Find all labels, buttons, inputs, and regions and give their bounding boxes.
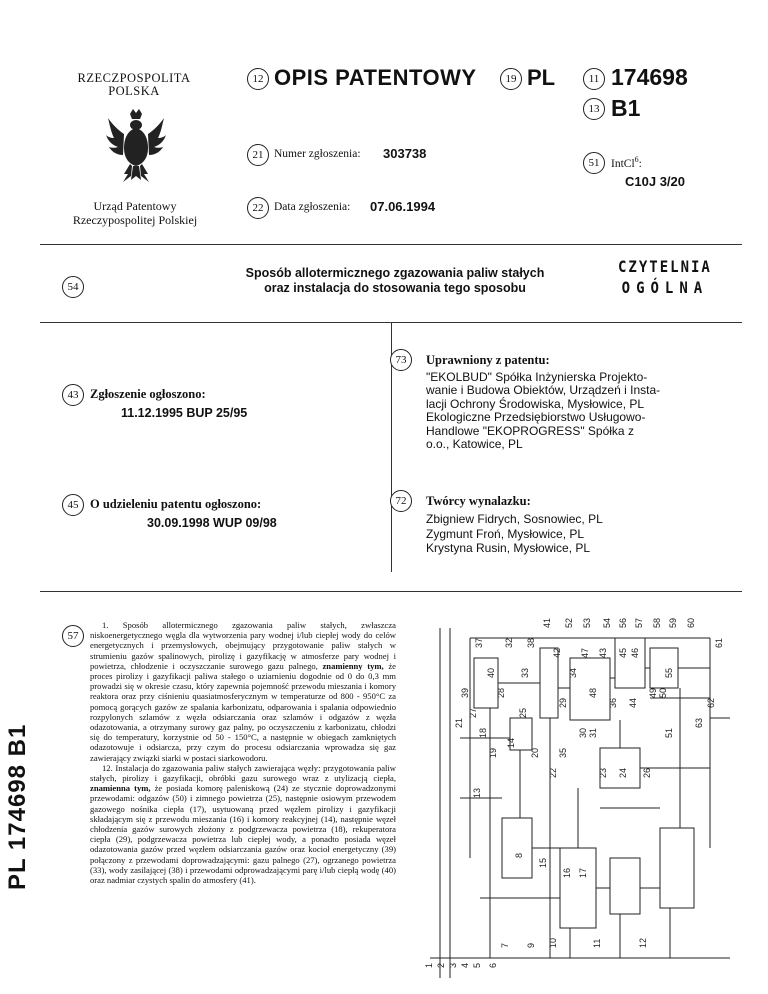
diagram-label: 50 bbox=[658, 687, 668, 698]
title-line-2: oraz instalacja do stosowania tego sposobu bbox=[264, 281, 526, 295]
intcl-colon: : bbox=[638, 157, 642, 170]
diagram-label: 45 bbox=[618, 647, 628, 658]
diagram-label: 53 bbox=[582, 617, 592, 628]
diagram-label: 51 bbox=[664, 727, 674, 738]
diagram-label: 59 bbox=[668, 617, 678, 628]
diagram-label: 19 bbox=[488, 747, 498, 758]
diagram-label: 15 bbox=[538, 857, 548, 868]
diagram-label: 10 bbox=[548, 937, 558, 948]
document-type: OPIS PATENTOWY bbox=[274, 65, 477, 90]
inventors-label: Twórcy wynalazku: bbox=[426, 494, 531, 508]
diagram-label: 22 bbox=[548, 767, 558, 778]
country-line-2: POLSKA bbox=[108, 84, 160, 98]
diagram-label: 14 bbox=[506, 737, 516, 748]
diagram-label: 33 bbox=[520, 667, 530, 678]
diagram-label: 46 bbox=[630, 647, 640, 658]
inventor-item: Krystyna Rusin, Mysłowice, PL bbox=[426, 541, 591, 555]
code-19-circle: 19 bbox=[500, 68, 522, 90]
diagram-label: 52 bbox=[564, 617, 574, 628]
diagram-label: 3 bbox=[448, 962, 458, 968]
diagram-label: 8 bbox=[514, 852, 524, 858]
diagram-number-labels bbox=[424, 618, 724, 968]
country-line-1: RZECZPOSPOLITA bbox=[77, 71, 191, 85]
code-73-circle: 73 bbox=[390, 349, 412, 371]
diagram-label: 6 bbox=[488, 962, 498, 968]
code-22-circle: 22 bbox=[247, 197, 269, 219]
inventor-item: Zygmunt Froń, Mysłowice, PL bbox=[426, 526, 585, 541]
code-11-circle: 11 bbox=[583, 68, 605, 90]
claims-separator bbox=[40, 591, 742, 592]
diagram-label: 43 bbox=[598, 647, 608, 658]
owner-text bbox=[426, 371, 660, 451]
code-13-circle: 13 bbox=[583, 98, 605, 120]
inventors-list bbox=[426, 512, 603, 556]
diagram-label: 25 bbox=[518, 707, 528, 718]
code-43-circle: 43 bbox=[62, 384, 84, 406]
diagram-label: 29 bbox=[558, 697, 568, 708]
diagram-label: 56 bbox=[618, 617, 628, 628]
code-54-circle: 54 bbox=[62, 276, 84, 298]
claim-1: 1. Sposób allotermicznego zgazowania paliw stałych, zwłaszcza niskoenergetycznego węgla dla wytworzenia pary wodnej i/lub ciepłej wody do celów energetycznych i przemysłowych, obejmujący przygotowanie paliw stałych w strumieniu gazów spalinowych, pirolizę i gazyfikację w atmosferze pary wodnej i powietrza, chłodzenie i oczyszczanie surowego gazu palnego, znamienny tym, że proces pirolizy i gazyfikacji paliwa stałego o uziarnieniu dogodnie od 0 do 0,3 mm prowadzi się w okresie czasu, który zapewnia pojemność przewodu mieszania i komory reaktora oraz przy ciśnieniu quasiatmosferycznym w temperaturze od 800 - 950°C za pomocą gorących gazów ze spalania karbonizatu, odparowania i spalania odpowiednio rozpylonych szlamów z węzła odsiarczania oraz szlamów i odgazów z węzła odazotowania, a otrzymany surowy gaz palny, po oczyszczeniu z karbonizatu, chłodzi się do temperatury, korzystnie od 50 - 150°C, a następnie w obiegach zamkniętych odazotowuje i odsiarcza, przy czym do procesu odsiarczania wprowadza się gaz zawierający związki siarki w postaci siarkowodoru. bbox=[90, 620, 396, 763]
diagram-label: 5 bbox=[472, 962, 482, 968]
diagram-label: 4 bbox=[460, 962, 470, 968]
diagram-label: 63 bbox=[694, 717, 704, 728]
diagram-label: 49 bbox=[648, 687, 658, 698]
diagram-label: 44 bbox=[628, 697, 638, 708]
patent-title bbox=[210, 266, 580, 296]
eagle-emblem-icon bbox=[106, 108, 166, 186]
diagram-label: 55 bbox=[664, 667, 674, 678]
kind-code: B1 bbox=[611, 95, 641, 121]
owner-line: lacji Ochrony Środowiska, Mysłowice, PL bbox=[426, 396, 645, 411]
application-date: 07.06.1994 bbox=[370, 199, 436, 214]
diagram-label: 32 bbox=[504, 637, 514, 648]
application-date-label: Data zgłoszenia: bbox=[274, 201, 351, 213]
diagram-label: 34 bbox=[568, 667, 578, 678]
diagram-label: 11 bbox=[592, 938, 602, 948]
owner-line: Handlowe "EKOPROGRESS" Spółka z bbox=[426, 423, 634, 438]
library-stamp bbox=[618, 257, 712, 298]
diagram-label: 54 bbox=[602, 617, 612, 628]
code-45-circle: 45 bbox=[62, 494, 84, 516]
diagram-label: 12 bbox=[638, 937, 648, 948]
code-21-circle: 21 bbox=[247, 144, 269, 166]
office-line-1: Urząd Patentowy bbox=[93, 199, 177, 213]
diagram-label: 60 bbox=[686, 617, 696, 628]
diagram-label: 47 bbox=[580, 647, 590, 658]
diagram-label: 1 bbox=[424, 962, 434, 968]
diagram-label: 9 bbox=[526, 942, 536, 948]
intcl-label bbox=[611, 155, 642, 170]
code-57-circle: 57 bbox=[62, 625, 84, 647]
code-72-circle: 72 bbox=[390, 490, 412, 512]
title-line-1: Sposób allotermicznego zgazowania paliw stałych bbox=[245, 266, 545, 280]
application-number-label: Numer zgłoszenia: bbox=[274, 148, 361, 160]
diagram-label: 41 bbox=[542, 617, 552, 628]
diagram-label: 21 bbox=[454, 717, 464, 728]
diagram-label: 26 bbox=[642, 767, 652, 778]
patent-number: 174698 bbox=[611, 64, 688, 90]
published-value: 11.12.1995 BUP 25/95 bbox=[121, 406, 248, 420]
diagram-label: 61 bbox=[714, 637, 724, 648]
diagram-label: 18 bbox=[478, 727, 488, 738]
diagram-label: 58 bbox=[652, 617, 662, 628]
granted-label: O udzieleniu patentu ogłoszono: bbox=[90, 497, 262, 511]
stamp-line-2: OGÓLNA bbox=[621, 279, 709, 298]
diagram-label: 13 bbox=[472, 787, 482, 798]
office-line-2: Rzeczypospolitej Polskiej bbox=[72, 212, 198, 227]
intcl-value: C10J 3/20 bbox=[625, 174, 685, 189]
diagram-label: 42 bbox=[552, 647, 562, 658]
diagram-label: 28 bbox=[496, 687, 506, 698]
intcl-text: IntCl bbox=[611, 157, 635, 170]
patent-office-name bbox=[60, 200, 210, 227]
diagram-label: 31 bbox=[588, 727, 598, 738]
diagram-label: 30 bbox=[578, 727, 588, 738]
claim-12: 12. Instalacja do zgazowania paliw stałych zawierająca węzły: przygotowania paliw stałych, pirolizy i gazyfikacji, obróbki gazu surowego wraz z utylizacją ciepła, znamienna tym, że posiada komorę paleniskową (24) ze stycznie doprowadzonymi przewodami: odgazów (50) i zimnego powietrza (25), następnie osiowym przewodem gazowego nośnika ciepła (17), usytuowaną przed węzłem pirolizy i gazyfikacji składającym się z przewodu mieszania (16) i komory reakcyjnej (14), następnie węzeł chłodzenia gazów surowych złożony z podgrzewacza powietrza (18), rekuperatora ciepła (29), podgrzewacza powietrza lub ciepłej wody, a ponadto posiada węzeł odazotowania gazów przed węzłem odsiarczania gazów oraz kocioł energetyczny (39) połączony z przewodami doprowadzającymi: gazu palnego (27), ogrzanego powietrza (33), wody zasilającej (38) i przewodami odprowadzającymi parę i/lub ciepłą wodę (40) oraz nadmiar czystych spalin do atmosfery (41). bbox=[90, 762, 396, 886]
diagram-label: 23 bbox=[598, 767, 608, 778]
diagram-label: 24 bbox=[618, 767, 628, 778]
owner-line: Ekologiczne Przedsiębiorstwo Usługowo- bbox=[426, 410, 646, 425]
claims-text bbox=[90, 620, 396, 885]
published-label: Zgłoszenie ogłoszono: bbox=[90, 387, 206, 401]
diagram-label: 35 bbox=[558, 747, 568, 758]
application-number: 303738 bbox=[383, 146, 427, 161]
diagram-label: 37 bbox=[474, 637, 484, 648]
code-51-circle: 51 bbox=[583, 152, 605, 174]
owner-line: o.o., Katowice, PL bbox=[426, 437, 523, 452]
inventor-item: Zbigniew Fidrych, Sosnowiec, PL bbox=[426, 512, 603, 526]
intcl-sup: 6 bbox=[634, 155, 639, 164]
code-12-circle: 12 bbox=[247, 68, 269, 90]
diagram-label: 40 bbox=[486, 667, 496, 678]
owner-line: "EKOLBUD" Spółka Inżynierska Projekto- bbox=[426, 370, 648, 384]
diagram-lines bbox=[430, 628, 730, 978]
header-separator bbox=[40, 244, 742, 245]
owner-line: wanie i Budowa Obiektów, Urządzeń i Insta- bbox=[426, 383, 661, 398]
diagram-label: 38 bbox=[526, 637, 536, 648]
diagram-label: 27 bbox=[468, 707, 478, 718]
diagram-label: 62 bbox=[706, 697, 716, 708]
country-name bbox=[70, 72, 198, 98]
diagram-label: 2 bbox=[436, 962, 446, 968]
stamp-line-1: CZYTELNIA bbox=[618, 258, 712, 277]
owner-label: Uprawniony z patentu: bbox=[426, 353, 550, 367]
diagram-label: 57 bbox=[634, 617, 644, 628]
granted-value: 30.09.1998 WUP 09/98 bbox=[147, 516, 277, 530]
process-flow-diagram bbox=[410, 598, 742, 983]
country-code: PL bbox=[527, 65, 556, 90]
diagram-label: 48 bbox=[588, 687, 598, 698]
side-patent-number: PL 174698 B1 bbox=[4, 723, 31, 890]
diagram-label: 20 bbox=[530, 747, 540, 758]
diagram-label: 7 bbox=[500, 942, 510, 948]
diagram-label: 36 bbox=[608, 697, 618, 708]
diagram-label: 17 bbox=[578, 867, 588, 878]
diagram-label: 16 bbox=[562, 867, 572, 878]
diagram-label: 39 bbox=[460, 687, 470, 698]
